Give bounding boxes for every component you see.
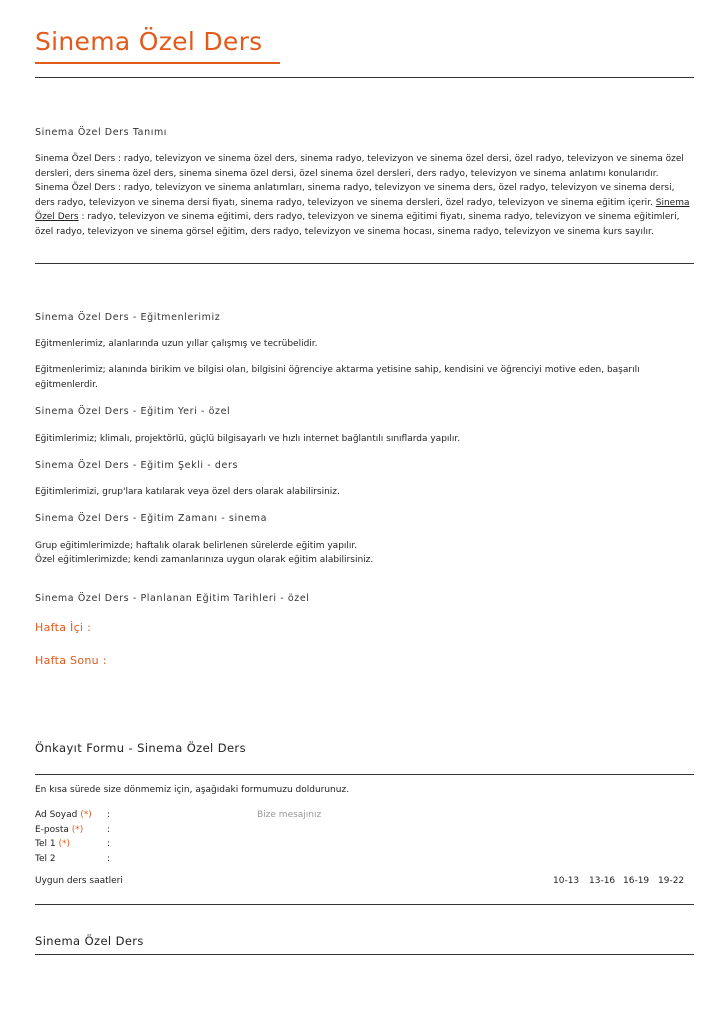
hours-label: Uygun ders saatleri [35,876,123,886]
time-heading: Sinema Özel Ders - Eğitim Zamanı - sinema [35,513,268,524]
hour-option[interactable]: 10-13 [553,876,580,886]
name-label: Ad Soyad [35,810,78,820]
intro-text-before: Sinema Özel Ders : radyo, televizyon ve sinema özel ders, sinema radyo, televizyon ve sinema özel dersi, özel radyo, televizyon ve sinema özel dersleri, ders sinema özel ders, sinema sinema özel dersi, özel sinema özel dersleri, ders radyo, televizyon ve sinema anlatımı konularıdır. Sinema Özel Ders : radyo, televizyon ve sinema anlatımları, sinema radyo, televizyon ve sinema ders, özel radyo, televizyon ve sinema dersi, ders radyo, televizyon ve sinema dersi fiyatı, sinema radyo, televizyon ve sinema dersleri, özel radyo, televizyon ve sinema eğitim içerir. [35,154,684,208]
tel1-colon: : [107,839,111,849]
place-heading: Sinema Özel Ders - Eğitim Yeri - özel [35,406,231,417]
page-title: Sinema Özel Ders [35,27,263,56]
footer-divider [35,954,694,955]
intro-link[interactable]: Sinema Özel Ders [35,197,690,223]
required-marker: (*) [58,839,70,849]
time-text-1: Grup eğitimlerimizde; haftalık olarak belirlenen sürelerde eğitim yapılır. [35,541,358,551]
weekend-label: Hafta Sonu : [35,654,107,667]
intro-divider [35,263,694,264]
form-divider [35,904,694,905]
place-text: Eğitimlerimiz; klimalı, projektörlü, güçlü bilgisayarlı ve hızlı internet bağlantılı sınıflarda yapılır. [35,434,461,444]
required-marker: (*) [71,825,84,835]
tel2-field-label [35,854,56,864]
required-marker: (*) [80,810,92,820]
hour-option[interactable]: 13-16 [589,876,616,886]
name-colon: : [107,810,111,820]
tel1-field-label [35,839,70,849]
weekday-label: Hafta İçi : [35,621,92,634]
tel2-label: Tel 2 [35,854,56,864]
instructors-text-1: Eğitmenlerimiz, alanlarında uzun yıllar çalışmış ve tecrübelidir. [35,339,318,349]
tel2-colon: : [107,854,111,864]
email-field-label [35,825,83,835]
instructors-text-2: Eğitmenlerimiz; alanında birikim ve bilgisi olan, bilgisini öğrenciye aktarma yetisine sahip, kendisini ve öğrenciyi motive eden, başarılı eğitmenlerdir. [35,365,640,390]
instructors-heading: Sinema Özel Ders - Eğitmenlerimiz [35,312,221,323]
email-label: E-posta [35,825,69,835]
hour-option[interactable]: 19-22 [658,876,685,886]
footer-title: Sinema Özel Ders [35,934,144,948]
registration-intro: En kısa sürede size dönmemiz için, aşağıdaki formumuzu doldurunuz. [35,785,350,795]
hour-option[interactable]: 16-19 [623,876,650,886]
dates-heading: Sinema Özel Ders - Planlanan Eğitim Tarihleri - özel [35,593,310,604]
registration-divider [35,774,694,775]
message-input-placeholder[interactable]: Bize mesajınız [257,810,322,820]
intro-paragraph [35,152,695,240]
format-heading: Sinema Özel Ders - Eğitim Şekli - ders [35,460,239,471]
header-divider [35,77,694,78]
time-text-2: Özel eğitimlerimizde; kendi zamanlarınıza uygun olarak eğitim alabilirsiniz. [35,555,374,565]
intro-text-after: : radyo, televizyon ve sinema eğitimi, ders radyo, televizyon ve sinema eğitimi fiyatı, sinema radyo, televizyon ve sinema eğitimleri, özel radyo, televizyon ve sinema görsel eğitim, ders radyo, televizyon ve sinema hocası, sinema radyo, televizyon ve sinema kurs sayılır. [35,212,680,237]
tel1-label: Tel 1 [35,839,56,849]
title-underline [35,62,280,64]
format-text: Eğitimlerimizi, grup'lara katılarak veya özel ders olarak alabilirsiniz. [35,487,340,497]
name-field-label [35,810,92,820]
intro-heading: Sinema Özel Ders Tanımı [35,127,168,138]
email-colon: : [107,825,111,835]
registration-title: Önkayıt Formu - Sinema Özel Ders [35,741,246,755]
